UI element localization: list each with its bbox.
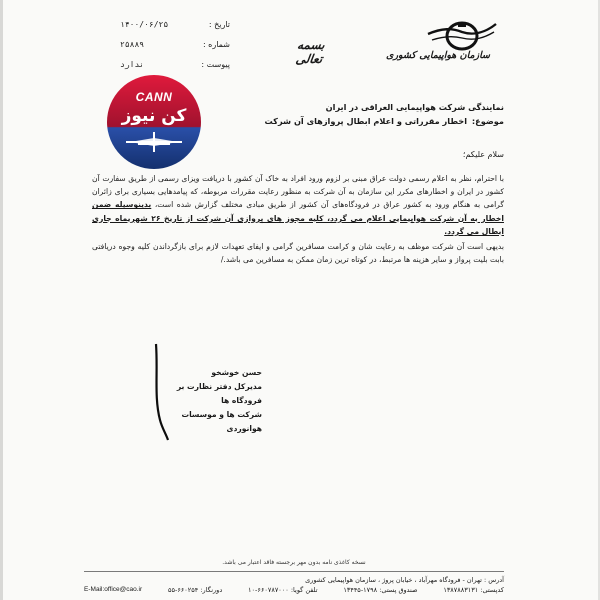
attachment-value: ندارد — [120, 59, 145, 69]
number-label: شماره : — [202, 39, 230, 49]
po-box: صندوق پستی: ۱۷۹۸-۱۳۴۴۵ — [343, 586, 418, 594]
signer-name: حسن خوشخو — [211, 368, 262, 377]
number-row — [120, 34, 230, 54]
postal-code: کدپستی: ۱۳۸۷۸۸۳۱۳۱ — [443, 586, 504, 594]
letter-footer — [84, 558, 504, 596]
signature-block — [152, 366, 262, 436]
watermark-wordmark: کن نیوز — [121, 106, 187, 126]
paragraph-1-text: با احترام، نظر به اعلام رسمی دولت عراق مبنی بر لزوم ورود افراد به خاک آن کشور با دریافت ویزای رسمی از طریق سفارت آن کشور در ایران و اخطارهای مکرر این سازمان به آن شرکت به منظور رعایت مقررات مربوطه، که پیامدهایی بسیاری برای زائران گرامی به هنگام ورود به کشور عراق در فرودگاه‌های آن کشور از طریق مبادی مختلف گزارش شده است، — [92, 174, 504, 210]
signer-title-2: شرکت ها و موسسات هوانوردی — [181, 410, 262, 433]
letter-addressing — [144, 100, 504, 128]
letter-body — [92, 172, 504, 266]
subject-line — [144, 114, 504, 128]
validity-notice: نسخه کاغذی نامه بدون مهر برجسته فاقد اعتبار می باشد. — [222, 559, 366, 566]
phone: تلفن گویا: ۶۶۰۷۸۷۰۰۰-۱۰ — [248, 586, 318, 594]
greeting: سلام علیکم؛ — [462, 150, 504, 159]
attachment-label: پیوست : — [201, 59, 230, 69]
date-value: ۱۴۰۰/۰۶/۲۵ — [120, 19, 169, 29]
bismillah-emblem: بسمه تعالی — [294, 38, 326, 66]
watermark-brand: CANN — [135, 90, 173, 104]
footer-address: آدرس : تهران - فرودگاه مهرآباد ، خیابان پروژ ، سازمان هواپیمایی کشوری — [305, 575, 504, 584]
signer-title-1: مدیرکل دفتر نظارت بر فرودگاه ها — [176, 382, 262, 405]
attachment-row — [120, 54, 230, 74]
footer-divider — [84, 571, 504, 572]
subject-label: موضوع: — [471, 116, 504, 126]
date-row — [120, 14, 230, 34]
footer-contacts — [84, 585, 504, 596]
paragraph-1-emphasis: بدینوسیله ضمن اخطار به آن شرکت هواپیمایی اعلام می گردد، کلیه مجوز های پروازی آن شرکت از تاریخ ۲۶ شهریماه جاری ابطال می گردد. — [92, 200, 504, 236]
email: E-Mail:office@cao.ir — [84, 586, 143, 593]
subject-text: اخطار مقرراتی و اعلام ابطال پروازهای آن شرکت — [264, 116, 468, 126]
organization-name: سازمان هواپیمایی کشوری — [386, 50, 490, 61]
fax: دورنگار: ۶۶۰۲۵۴-۵۵ — [167, 586, 223, 594]
paragraph-1 — [92, 172, 504, 238]
letter-meta — [120, 14, 230, 74]
paragraph-2: بدیهی است آن شرکت موظف به رعایت شان و کرامت مسافرین گرامی و ایفای تعهدات لازم برای بازگرداندن کلیه وجوه دریافتی بابت بلیت پرواز و سایر هزینه ها مرتبط، در کوتاه ترین زمان ممکن به مسافرین می باشد./ — [92, 242, 504, 265]
date-label: تاریخ : — [208, 19, 230, 29]
recipient: نمایندگی شرکت هواپیمایی العراقی در ایران — [325, 102, 504, 112]
number-value: ۲۵۸۸۹ — [120, 39, 145, 49]
